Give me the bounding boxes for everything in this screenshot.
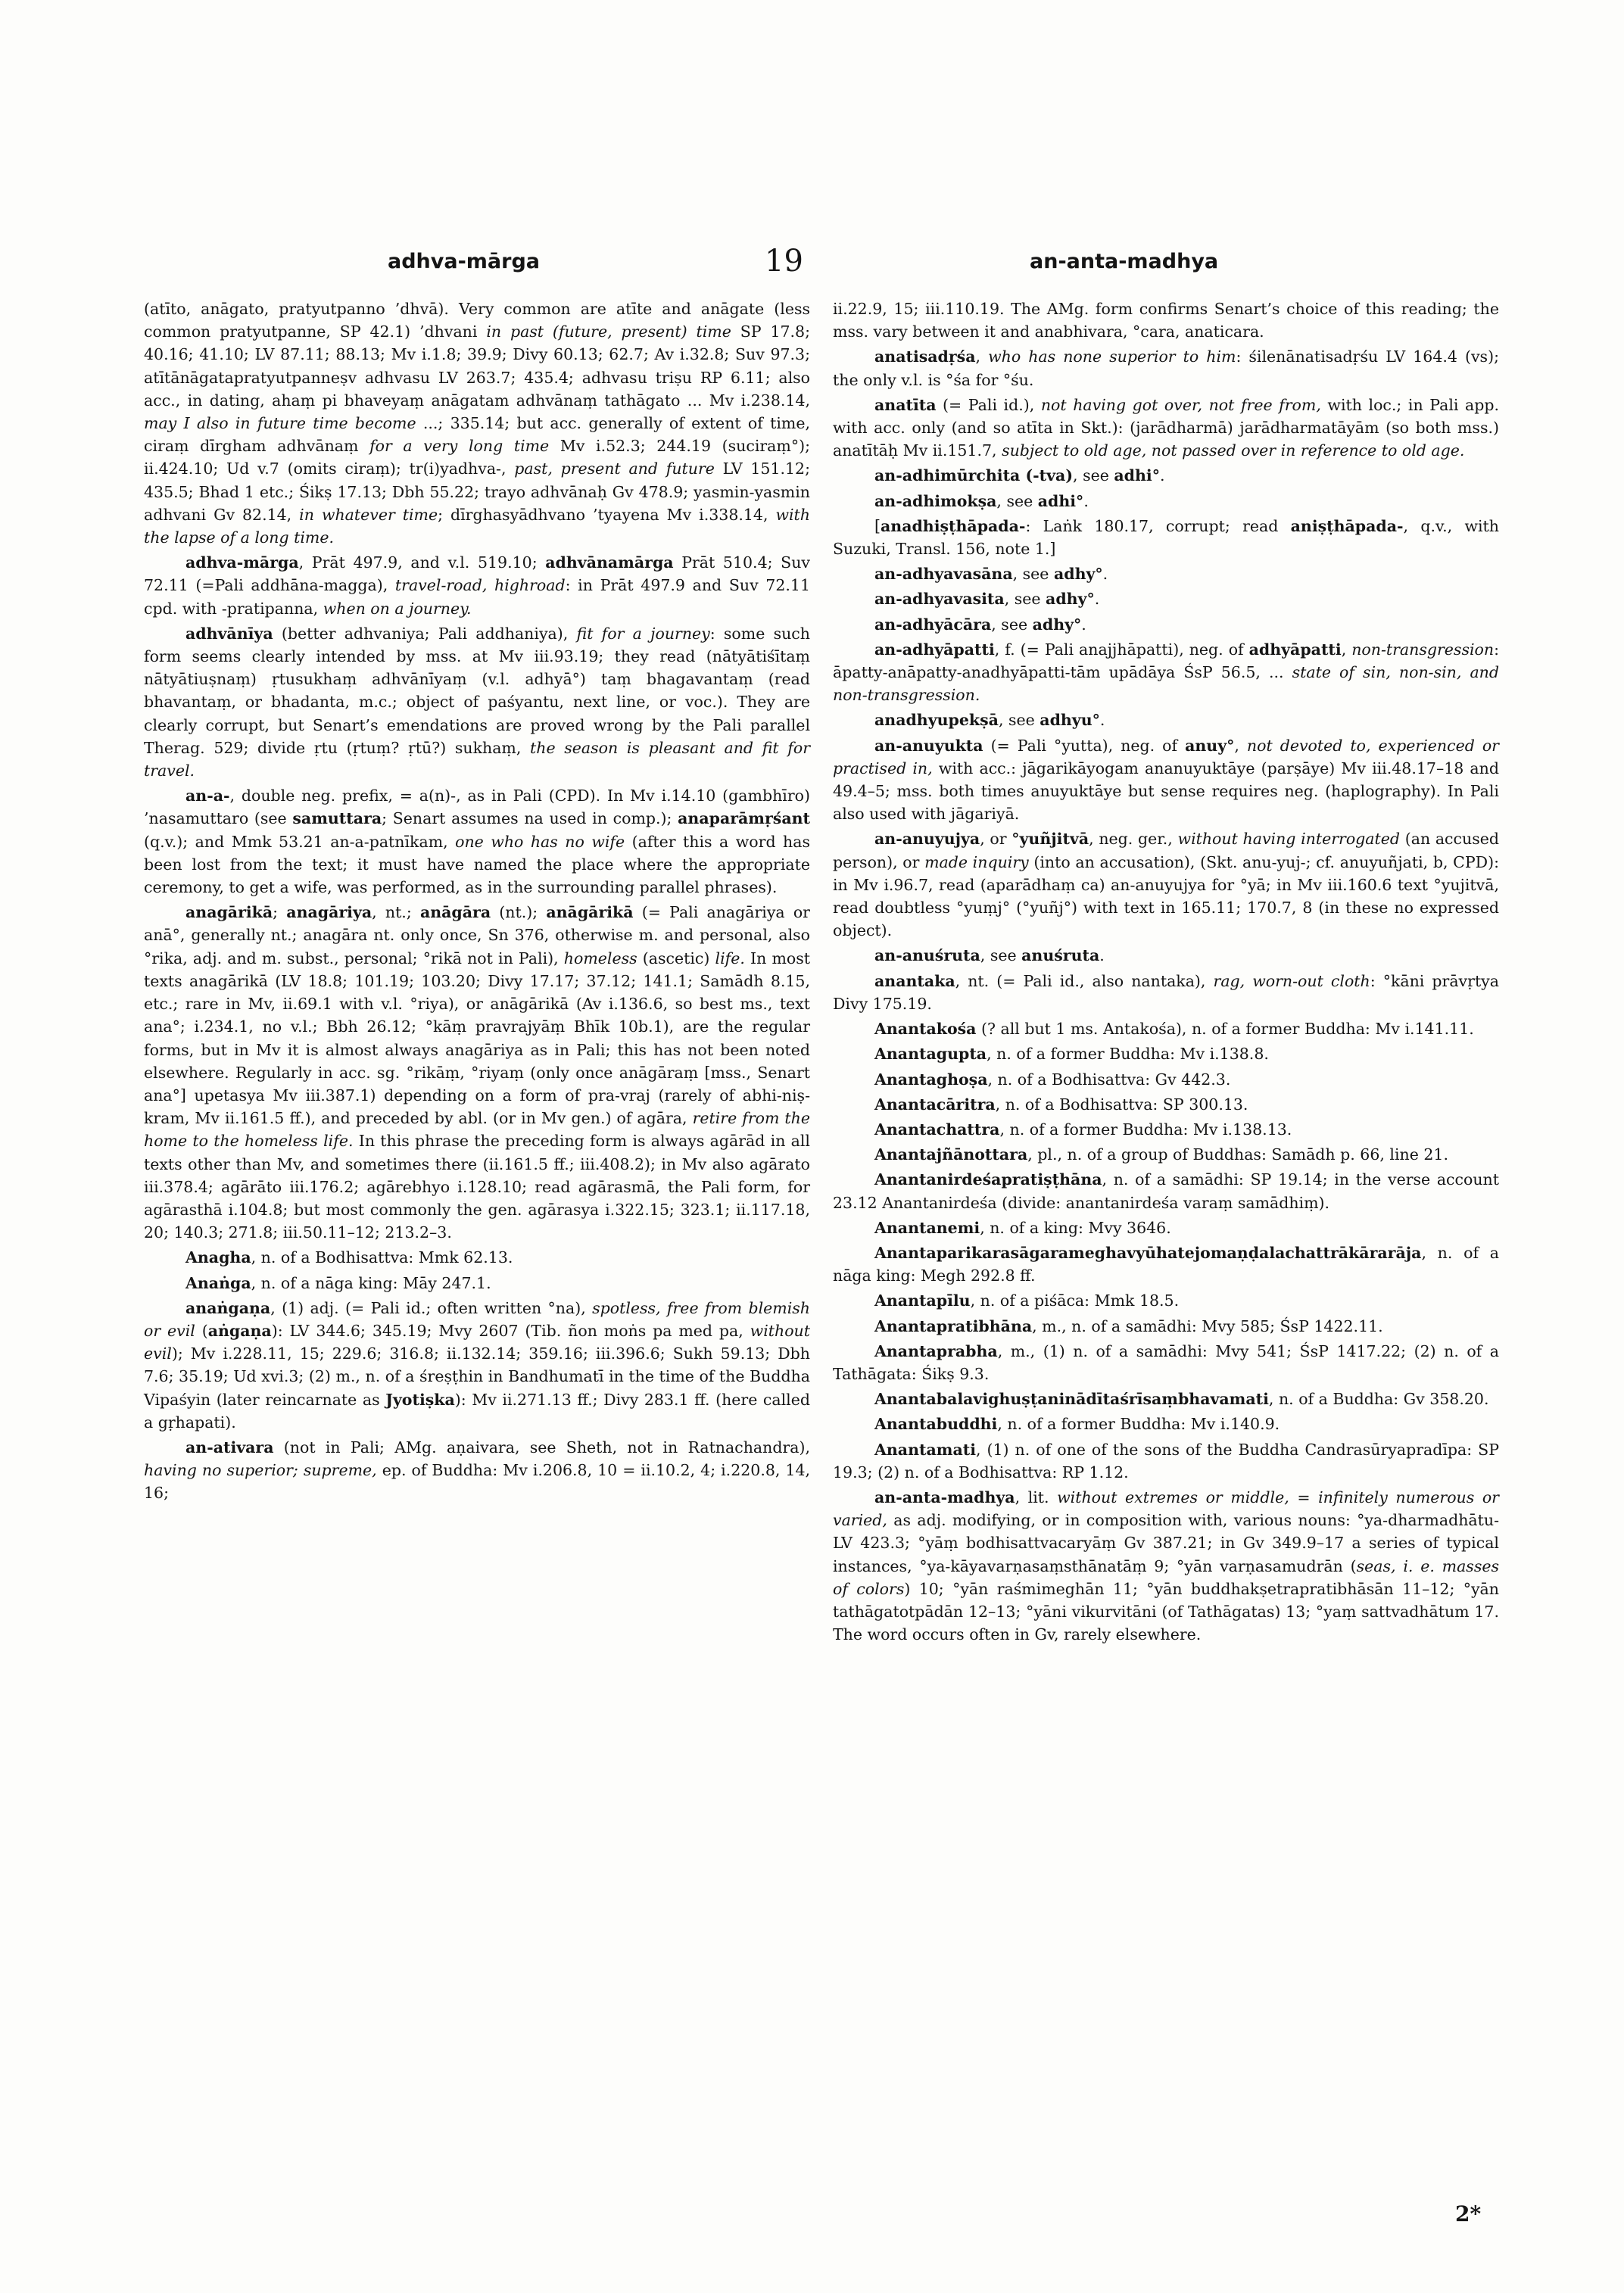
dictionary-entry: Anantaghoṣa, n. of a Bodhisattva: Gv 442.3. (874, 1070, 1231, 1089)
dictionary-entry: anatīta (= Pali id.), not having got over, not free from, with loc.; in Pali app. with acc. only (and so atīta in Skt.): (jarādharmā) jarādharmatāyām (so both mss.) anatītāḥ Mv ii.151.7, subject to old age, not passed over in reference to old age. (833, 395, 1499, 460)
running-head-right: an-anta-madhya (1030, 250, 1219, 273)
dictionary-entry: Anantanirdeśapratiṣṭhāna, n. of a samādhi: SP 19.14; in the verse account 23.12 Anantanirdeśa (divide: anantanirdeśa varaṃ samādhiṃ). (833, 1170, 1499, 1212)
dictionary-entry: Anaṅga, n. of a nāga king: Māy 247.1. (185, 1273, 491, 1292)
dictionary-entry: an-anuyukta (= Pali °yutta), neg. of anuy°, not devoted to, experienced or practised in, with acc.: jāgarikāyogam ananuyuktāye (parṣāye) Mv iii.48.17–18 and 49.4–5; mss. both times anuyuktāye but sense requires neg. (haplography). In Pali also used with jāgariyā. (833, 736, 1499, 824)
dictionary-entry: anadhyupekṣā, see adhyu°. (874, 711, 1105, 730)
dictionary-entry: Anantanemi, n. of a king: Mvy 3646. (874, 1218, 1171, 1237)
dictionary-entry: an-adhyavasāna, see adhy°. (874, 565, 1108, 584)
dictionary-entry: an-ativara (not in Pali; AMg. aṇaivara, see Sheth, not in Ratnachandra), having no superior; supreme, ep. of Buddha: Mv i.206.8, 10 = ii.10.2, 4; i.220.8, 14, 16; (144, 1438, 811, 1503)
dictionary-entry: an-adhyācāra, see adhy°. (874, 615, 1086, 634)
dictionary-entry: Anantaprabha, m., (1) n. of a samādhi: Mvy 541; ŚsP 1417.22; (2) n. of a Tathāgata: Śikṣ 9.3. (833, 1341, 1499, 1383)
dictionary-entry: Anantapratibhāna, m., n. of a samādhi: Mvy 585; ŚsP 1422.11. (874, 1316, 1383, 1335)
running-head-left: adhva-mārga (388, 250, 541, 273)
dictionary-entry: [anadhiṣṭhāpada-: Laṅk 180.17, corrupt; read aniṣṭhāpada-, q.v., with Suzuki, Transl. 156, note 1.] (833, 516, 1499, 559)
dictionary-entry: adhva-mārga, Prāt 497.9, and v.l. 519.10; adhvānamārga Prāt 510.4; Suv 72.11 (=Pali addhāna-magga), travel-road, highroad: in Prāt 497.9 and Suv 72.11 cpd. with -pratipanna, when on a journey. (144, 553, 811, 618)
dictionary-entry: Anantacāritra, n. of a Bodhisattva: SP 300.13. (874, 1095, 1248, 1114)
dictionary-entry: ii.22.9, 15; iii.110.19. The AMg. form confirms Senart’s choice of this reading; the mss. vary between it and anabhivara, °cara, anaticara. (833, 300, 1499, 341)
dictionary-entry: anaṅgaṇa, (1) adj. (= Pali id.; often written °na), spotless, free from blemish or evil (aṅgaṇa): LV 344.6; 345.19; Mvy 2607 (Tib. ñon moṅs pa med pa, without evil); Mv i.228.11, 15; 229.6; 316.8; ii.132.14; 359.16; iii.396.6; Sukh 59.13; Dbh 7.6; 35.19; Ud xvi.3; (2) m., n. of a śreṣṭhin in Bandhumatī in the time of the Buddha Vipaśyin (later reincarnate as Jyotiṣka): Mv ii.271.13 ff.; Divy 283.1 ff. (here called a gṛhapati). (144, 1298, 810, 1432)
dictionary-entry: Anagha, n. of a Bodhisattva: Mmk 62.13. (185, 1248, 513, 1267)
dictionary-entry: Anantagupta, n. of a former Buddha: Mv i.138.8. (874, 1045, 1269, 1064)
left-column (144, 298, 810, 1507)
dictionary-entry: anantaka, nt. (= Pali id., also nantaka), rag, worn-out cloth: °kāni prāvṛtya Divy 175.19. (833, 971, 1499, 1013)
dictionary-entry: Anantaparikarasāgarameghavyūhatejomaṇḍalachattrākārarāja, n. of a nāga king: Megh 292.8 ff. (833, 1243, 1499, 1285)
dictionary-entry: Anantajñānottara, pl., n. of a group of Buddhas: Samādh p. 66, line 21. (874, 1145, 1448, 1164)
dictionary-entry: an-adhimokṣa, see adhi°. (874, 491, 1089, 510)
dictionary-entry: an-adhyavasita, see adhy°. (874, 590, 1100, 609)
dictionary-entry: (atīto, anāgato, pratyutpanno ’dhvā). Very common are atīte and anāgate (less common pratyutpanne, SP 42.1) ’dhvani in past (future, present) time SP 17.8; 40.16; 41.10; LV 87.11; 88.13; Mv i.1.8; 39.9; Divy 60.13; 62.7; Av i.32.8; Suv 97.3; atītānāgatapratyutpanneṣv adhvasu LV 263.7; 435.4; adhvasu triṣu RP 6.11; also acc., in dating, ahaṃ pi bhaveyaṃ anāgatam adhvānaṃ tathāgato ... Mv i.238.14, may I also in future time become ...; 335.14; but acc. generally of extent of time, ciraṃ dīrgham adhvānaṃ for a very long time Mv i.52.3; 244.19 (suciraṃ°); ii.424.10; Ud v.7 (omits ciraṃ); tr(i)yadhva-, past, present and future LV 151.12; 435.5; Bhad 1 etc.; Śikṣ 17.13; Dbh 55.22; trayo adhvānaḥ Gv 478.9; yasmin-yasmin adhvani Gv 82.14, in whatever time; dīrghasyādhvano ’tyayena Mv i.338.14, with the lapse of a long time. (144, 300, 811, 547)
dictionary-entry: an-anta-madhya, lit. without extremes or middle, = infinitely numerous or varied, as adj. modifying, or in composition with, various nouns: °ya-dharmadhātu- LV 423.3; °yāṃ bodhisattvacaryāṃ Gv 387.21; in Gv 349.9–17 a series of typical instances, °ya-kāyavarṇasaṃsthānatāṃ 9; °yān varṇasamudrān (seas, i. e. masses of colors) 10; °yān raśmimeghān 11; °yān buddhakṣetrapratibhāsān 11–12; °yān tathāgatotpādān 12–13; °yāni vikurvitāni (of Tathāgatas) 13; °yaṃ sattvadhātum 17. The word occurs often in Gv, rarely elsewhere. (833, 1488, 1499, 1644)
dictionary-entry: anatisadṛśa, who has none superior to him: śilenānatisadṛśu LV 164.4 (vs); the only v.l. is °śa for °śu. (833, 347, 1499, 389)
dictionary-entry: Anantabalavighuṣṭaninādītaśrīsaṃbhavamati, n. of a Buddha: Gv 358.20. (874, 1390, 1489, 1409)
dictionary-entry: Anantabuddhi, n. of a former Buddha: Mv i.140.9. (874, 1415, 1280, 1434)
right-column (833, 298, 1499, 1648)
dictionary-entry: an-anuyujya, or °yuñjitvā, neg. ger., without having interrogated (an accused person), or made inquiry (into an accusation), (Skt. anu-yuj-; cf. anuyuñjati, b, CPD): in Mv i.96.7, read (aparādhaṃ ca) an-anuyujya for °yā; in Mv iii.160.6 text °yujitvā, read doubtless °yuṃj° (°yuñj°) with text in 165.11; 170.7, 8 (in these no expressed object). (833, 830, 1499, 940)
dictionary-entry: an-a-, double neg. prefix, = a(n)-, as in Pali (CPD). In Mv i.14.10 (gambhīro) ’nasamuttaro (see samuttara; Senart assumes na used in comp.); anaparāmṛśant (q.v.); and Mmk 53.21 an-a-patnīkam, one who has no wife (after this a word has been lost from the text; it must have named the place where the appropriate ceremony, to get a wife, was performed, as in the surrounding parallel phrases). (144, 787, 811, 897)
dictionary-entry: Anantakośa (? all but 1 ms. Antakośa), n. of a former Buddha: Mv i.141.11. (874, 1020, 1474, 1039)
dictionary-entry: Anantapīlu, n. of a piśāca: Mmk 18.5. (874, 1291, 1180, 1310)
dictionary-entry: adhvānīya (better adhvaniya; Pali addhaniya), fit for a journey: some such form seems clearly intended by mss. at Mv iii.93.19; they read (nātyātiśītaṃ nātyātiuṣnaṃ) ṛtusukhaṃ adhvānīyaṃ (v.l. adhyā°) taṃ bhagavantaṃ (read bhavantaṃ, or bhadanta, m.c.; object of paśyantu, next line, or voc.). They are clearly corrupt, but Senart’s emendations are proved wrong by the Pali parallel Therag. 529; divide ṛtu (ṛtuṃ? ṛtū?) sukhaṃ, the season is pleasant and fit for travel. (144, 624, 810, 780)
dictionary-entry: an-adhyāpatti, f. (= Pali anajjhāpatti), neg. of adhyāpatti, non-transgression: āpatty-anāpatty-anadhyāpatti-tām upādāya ŚsP 56.5, ... state of sin, non-sin, and non-transgression. (833, 640, 1499, 705)
dictionary-entry: Anantachattra, n. of a former Buddha: Mv i.138.13. (874, 1120, 1292, 1139)
page-number: 19 (765, 244, 803, 279)
dictionary-entry: Anantamati, (1) n. of one of the sons of the Buddha Candrasūryapradīpa: SP 19.3; (2) n. of a Bodhisattva: RP 1.12. (833, 1440, 1499, 1481)
dictionary-entry: an-anuśruta, see anuśruta. (874, 946, 1105, 965)
signature-mark: 2* (1455, 2201, 1482, 2226)
dictionary-entry: an-adhimūrchita (-tva), see adhi°. (874, 466, 1165, 485)
dictionary-entry: anagārikā; anagāriya, nt.; anāgāra (nt.); anāgārikā (= Pali anagāriya or anā°, generally nt.; anagāra nt. only once, Sn 376, otherwise m. and personal, also °rika, adj. and m. subst., personal; °rikā not in Pali), homeless (ascetic) life. In most texts anagārikā (LV 18.8; 101.19; 103.20; Divy 17.17; 37.12; 141.1; Samādh 8.15, etc.; rare in Mv, ii.69.1 with v.l. °riya), or anāgārikā (Av i.136.6, so best ms., text ana°; i.234.1, no v.l.; Bbh 26.12; °kāṃ pravrajyāṃ Bhīk 10b.1), are the regular forms, but in Mv it is almost always anagāriya as in Pali; this has not been noted elsewhere. Regularly in acc. sg. °rikāṃ, °riyaṃ (only once anāgāraṃ [mss., Senart ana°] upetasya Mv iii.387.1) depending on a form of pra-vraj (rarely of abhi-niṣ-kram, Mv ii.161.5 ff.), and preceded by abl. (or in Mv gen.) of agāra, retire from the home to the homeless life. In this phrase the preceding form is always agārād in all texts other than Mv, and sometimes there (ii.161.5 ff.; iii.408.2); in Mv also agārato iii.378.4; agārāto iii.176.2; agārebhyo i.128.10; read agārasmā, the Pali form, for agārasthā i.104.8; but most commonly the gen. agārasya i.322.15; 323.1; ii.117.18, 20; 140.3; 271.8; iii.50.11–12; 213.2–3. (144, 903, 811, 1242)
